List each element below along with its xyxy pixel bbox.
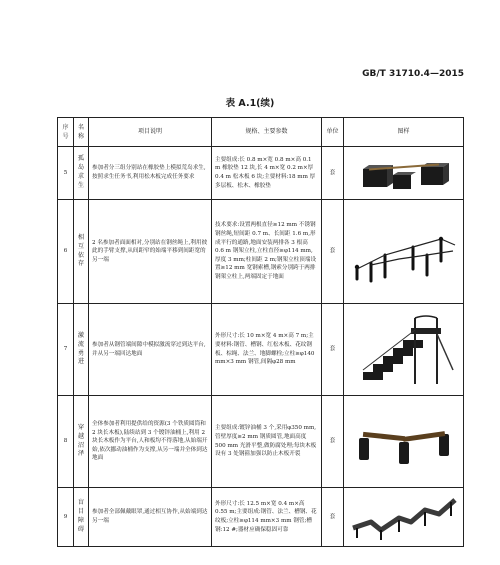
header-no: 序号 [58, 118, 74, 147]
table-header-row [58, 118, 464, 147]
item-spec: 外形尺寸:长 10 m×宽 4 m×高 7 m;主要材料:钢管、槽钢、红松木板、花纹钢板、棕绳、法兰、地脚螺栓;立柱≥φ140 mm×3 mm 钢管,间隔φ28 mm [212, 304, 322, 396]
item-spec: 主要组成:镀锌油桶 3 个,采用φ350 mm,管壁厚度≥2 mm 钢质圆管,地面高度 500 mm 光滑平整,做防腐处理;每块木板设有 3 处钢箍加强以防止木板开裂 [212, 396, 322, 488]
equipment-table [57, 117, 464, 547]
item-description: 参加者全部佩戴眼罩,通过相互协作,从始端到达另一端 [89, 488, 212, 547]
table-row [58, 200, 464, 304]
item-unit: 套 [322, 396, 344, 488]
table-row [58, 304, 464, 396]
table-row [58, 147, 464, 200]
row-number: 7 [58, 304, 74, 396]
item-name: 盲目障碍 [77, 499, 85, 533]
row-number: 8 [58, 396, 74, 488]
staircase-platform-icon [349, 310, 459, 390]
item-name: 激流勇进 [77, 331, 85, 366]
barrels-and-planks-icon [349, 412, 459, 472]
island-survival-blocks-icon [349, 153, 459, 193]
table-caption: 表 A.1(续) [225, 98, 275, 109]
item-unit: 套 [322, 200, 344, 304]
item-description: 2 名参加者面面相对,分别站在钢丝绳上,利用彼此的手臂支撑,从间距窄的始端平移到间距宽的另一端 [89, 200, 212, 304]
item-name: 孤岛求生 [77, 155, 85, 189]
item-description: 参加者从钢管端间隙中模拟激流穿过到达平台,并从另一端回达地面 [89, 304, 212, 396]
item-spec: 外形尺寸:长 12.5 m×宽 0.4 m×高 0.55 m;主要组成:钢管、法兰、槽钢、花纹板;立柱≥φ114 mm×3 mm 钢管;槽钢:12 #;器材应确保稳固可靠 [212, 488, 322, 547]
item-unit: 套 [322, 488, 344, 547]
item-unit: 套 [322, 147, 344, 200]
table-row [58, 396, 464, 488]
item-spec: 技术要求:设置两根直径≥12 mm 不锈钢钢丝绳,短间距 0.7 m、长间距 1.6 m,形成平行的通路,地面安装两排各 3 根高 0.6 m 钢架立柱,立柱直径≥φ114 mm,厚度 3 mm;柱间距 2 m;钢架立柱顶端设置≥12 mm 宽钢索槽,钢索分别跨于两排钢架立柱上,两端固定于地面 [212, 200, 322, 304]
header-desc: 项目说明 [89, 118, 212, 147]
header-unit: 单位 [322, 118, 344, 147]
blind-walkway-icon [347, 492, 461, 542]
standard-number: GB/T 31710.4—2015 [362, 69, 464, 79]
header-spec: 规格、主要参数 [212, 118, 322, 147]
item-name: 穿越沼泽 [77, 423, 85, 458]
item-description: 参加者分三组分别站在橡胶垫上模拟荒岛求生,按照求生任务书,利用松木板完成任务要求 [89, 147, 212, 200]
item-spec: 主要组成:长 0.8 m×宽 0.8 m×高 0.1 m 橡胶垫 12 块,长 4 m×宽 0.2 m×厚 0.4 m 松木板 6 块;主要材料:18 mm 厚多层板、松木、橡胶垫 [212, 147, 322, 200]
table-row [58, 488, 464, 547]
item-name: 相互依存 [77, 233, 85, 268]
header-fig: 图样 [344, 118, 464, 147]
item-description: 全体参加者利用提供给的资源(3 个铁质圆筒和 2 块长木板),陆续站到 3 个镀锌油桶上,利用 2 块长木板作为平台,人和板均不得落地,从始端开始,依次挪动油桶作为支撑,从另一端并全体到达地面 [89, 396, 212, 488]
item-unit: 套 [322, 304, 344, 396]
parallel-cable-posts-icon [347, 217, 463, 287]
row-number: 9 [58, 488, 74, 547]
row-number: 5 [58, 147, 74, 200]
row-number: 6 [58, 200, 74, 304]
header-name: 名称 [74, 118, 89, 147]
